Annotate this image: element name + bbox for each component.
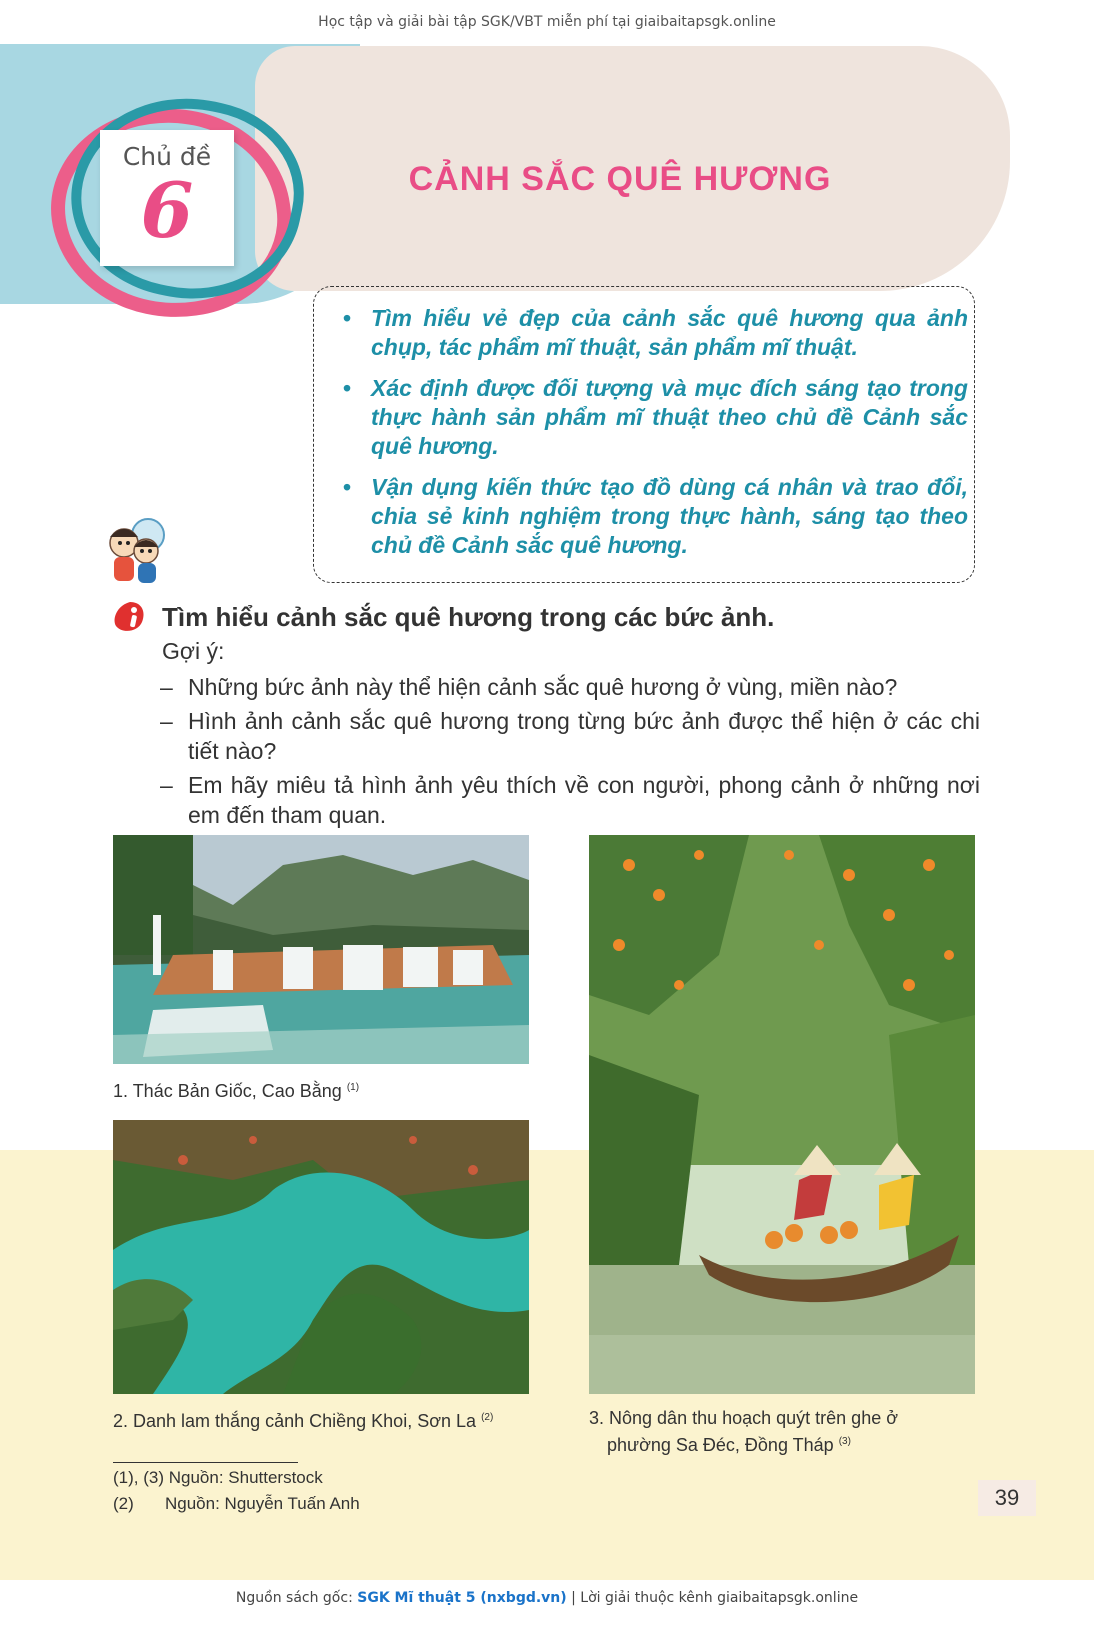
footer-source-link[interactable]: SGK Mĩ thuật 5 (nxbgd.vn) bbox=[357, 1590, 567, 1606]
hint-list bbox=[160, 672, 980, 834]
footnote-2: (2) Nguồn: Nguyễn Tuấn Anh bbox=[113, 1494, 360, 1513]
photo-sa-dec-tangerine-harvest bbox=[589, 835, 975, 1394]
hint-item: – Hình ảnh cảnh sắc quê hương trong từng bức ảnh được thể hiện ở các chi tiết nào? bbox=[160, 706, 980, 766]
objective-item: • Tìm hiểu vẻ đẹp của cảnh sắc quê hương qua ảnh chụp, tác phẩm mĩ thuật, sản phẩm mĩ thuật. bbox=[343, 304, 968, 362]
footer-note: Nguồn sách gốc: SGK Mĩ thuật 5 (nxbgd.vn) | Lời giải thuộc kênh giaibaitapsgk.online bbox=[235, 1590, 859, 1606]
section-title: Tìm hiểu cảnh sắc quê hương trong các bức ảnh. bbox=[162, 602, 775, 632]
topic-label: Chủ đề bbox=[122, 142, 212, 171]
photo-2-caption: 2. Danh lam thắng cảnh Chiềng Khoi, Sơn La $^{(2)}$ bbox=[113, 1411, 494, 1431]
page-number: 39 bbox=[978, 1480, 1036, 1516]
objective-item: • Vận dụng kiến thức tạo đồ dùng cá nhân và trao đổi, chia sẻ kinh nghiệm trong thực hành, sáng tạo theo chủ đề Cảnh sắc quê hương. bbox=[343, 473, 968, 560]
mascot-illustration bbox=[96, 515, 174, 595]
hint-label: Gợi ý: bbox=[162, 638, 225, 664]
footnote-rule bbox=[113, 1462, 298, 1463]
hint-item: – Những bức ảnh này thể hiện cảnh sắc quê hương ở vùng, miền nào? bbox=[160, 672, 980, 702]
page-title: CẢNH SẮC QUÊ HƯƠNG bbox=[408, 160, 832, 198]
photo-chieng-khoi-lake bbox=[113, 1120, 529, 1394]
photo-3-caption: 3. Nông dân thu hoạch quýt trên ghe ở phường Sa Đéc, Đồng Tháp $^{(3)}$ bbox=[589, 1408, 899, 1455]
activity-icon bbox=[112, 600, 148, 634]
hint-item: – Em hãy miêu tả hình ảnh yêu thích về con người, phong cảnh ở những nơi em đến tham quan. bbox=[160, 770, 980, 830]
objectives-box bbox=[313, 286, 983, 586]
topic-number: 6 bbox=[140, 166, 194, 255]
photo-1-caption: 1. Thác Bản Giốc, Cao Bằng $^{(1)}$ bbox=[113, 1081, 360, 1101]
photo-ban-gioc-waterfall bbox=[113, 835, 529, 1064]
objective-item: • Xác định được đối tượng và mục đích sáng tạo trong thực hành sản phẩm mĩ thuật theo chủ đề Cảnh sắc quê hương. bbox=[343, 374, 968, 461]
header-note: Học tập và giải bài tập SGK/VBT miễn phí tại giaibaitapsgk.online bbox=[318, 14, 776, 30]
footnote-1: (1), (3) Nguồn: Shutterstock bbox=[113, 1468, 323, 1487]
objectives-list bbox=[343, 304, 968, 572]
